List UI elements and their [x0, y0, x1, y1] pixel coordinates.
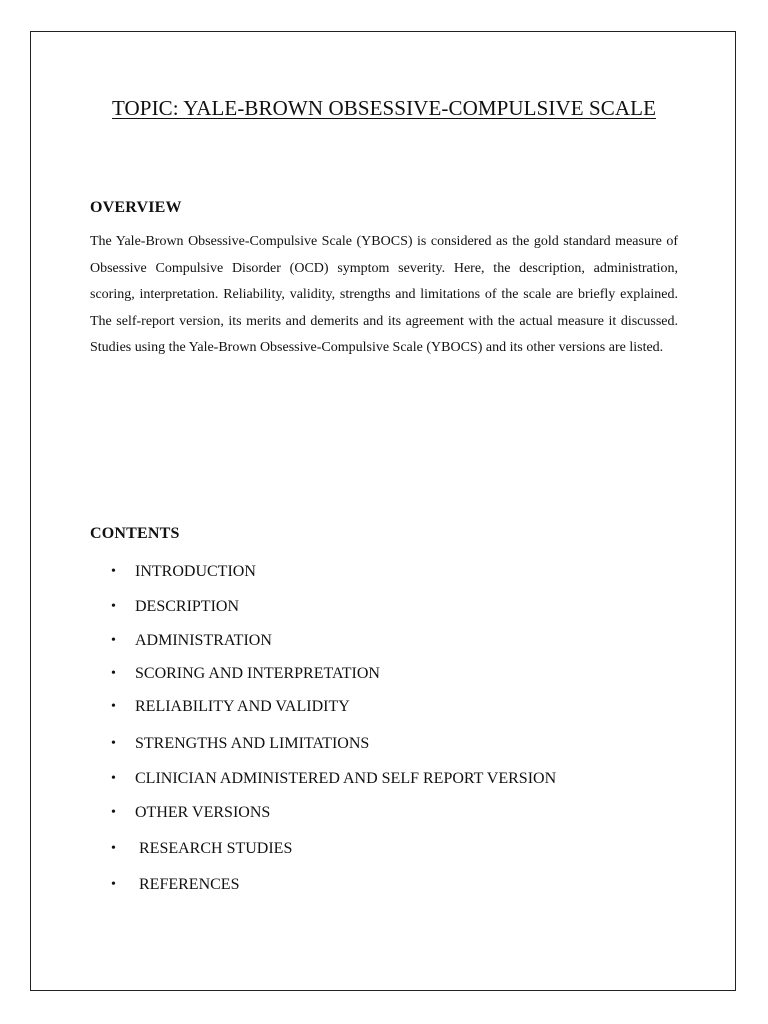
contents-item-label: REFERENCES: [139, 876, 240, 893]
bullet-icon: •: [111, 841, 116, 856]
bullet-icon: •: [111, 633, 116, 648]
overview-paragraph: The Yale-Brown Obsessive-Compulsive Scale (YBOCS) is considered as the gold standard measure of Obsessive Compulsive Disorder (OCD) symptom severity. Here, the description, administration, scoring, interpretation. Reliability, validity, strengths and limitations of the scale are briefly explained. The self-report version, its merits and demerits and its agreement with the actual measure it discussed. Studies using the Yale-Brown Obsessive-Compulsive Scale (YBOCS) and its other versions are listed.: [90, 234, 678, 356]
document-title: TOPIC: YALE-BROWN OBSESSIVE-COMPULSIVE SCALE: [111, 96, 657, 120]
contents-list: [90, 0, 690, 1024]
contents-heading: CONTENTS: [90, 525, 180, 542]
bullet-icon: •: [111, 564, 116, 579]
bullet-icon: •: [111, 599, 116, 614]
contents-item-label: INTRODUCTION: [135, 563, 256, 580]
bullet-icon: •: [111, 877, 116, 892]
contents-item-label: SCORING AND INTERPRETATION: [135, 665, 380, 682]
contents-item-label: ADMINISTRATION: [135, 632, 272, 649]
contents-item-label: CLINICIAN ADMINISTERED AND SELF REPORT VERSION: [135, 770, 557, 787]
bullet-icon: •: [111, 805, 116, 820]
contents-item-label: STRENGTHS AND LIMITATIONS: [135, 735, 370, 752]
bullet-icon: •: [111, 736, 116, 751]
bullet-icon: •: [111, 666, 116, 681]
contents-item-label: OTHER VERSIONS: [135, 804, 271, 821]
overview-heading: OVERVIEW: [90, 199, 182, 216]
contents-item-label: RELIABILITY AND VALIDITY: [135, 698, 350, 715]
contents-item-label: DESCRIPTION: [135, 598, 240, 615]
bullet-icon: •: [111, 699, 116, 714]
bullet-icon: •: [111, 771, 116, 786]
contents-item-label: RESEARCH STUDIES: [139, 840, 293, 857]
